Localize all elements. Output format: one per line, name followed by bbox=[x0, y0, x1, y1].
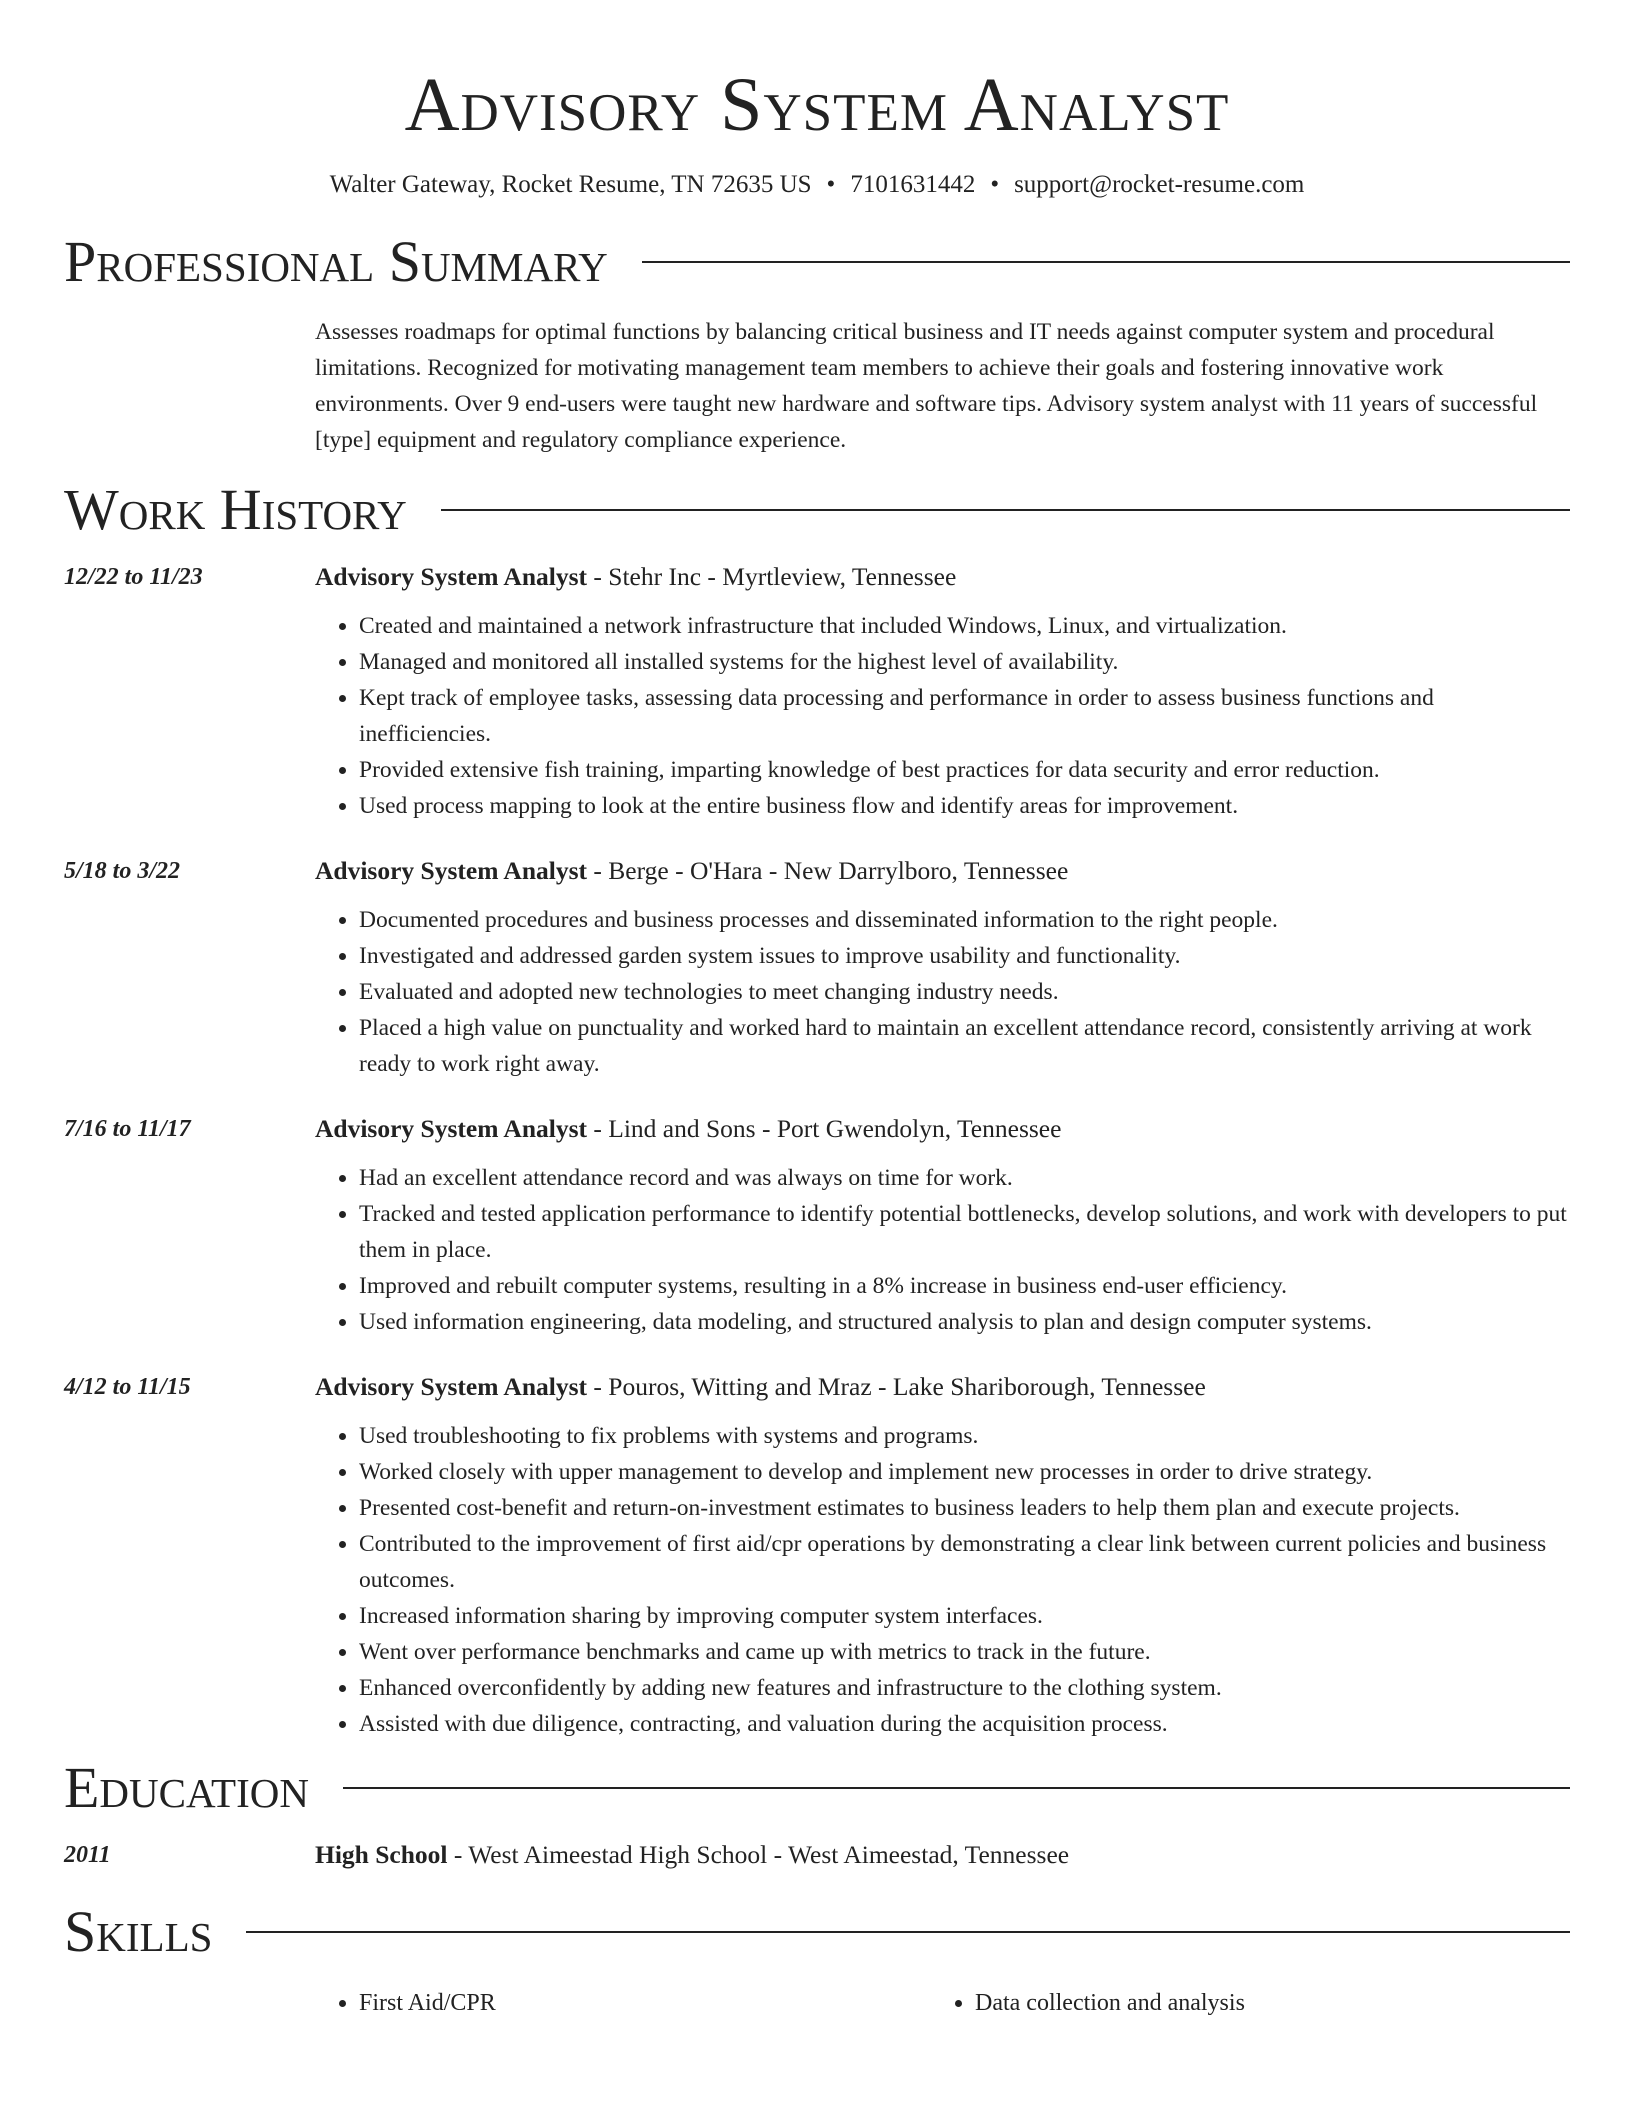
job-bullet: • Contributed to the improvement of first aid/cpr operations by demonstrating a clear link between current policies and business outcomes. bbox=[359, 1526, 1570, 1598]
skill-item: • Data collection and analysis bbox=[975, 1986, 1547, 2020]
education-entry bbox=[64, 1838, 1570, 1872]
job-body bbox=[315, 560, 1570, 824]
section-rule bbox=[441, 509, 1570, 511]
job-bullets bbox=[315, 1160, 1570, 1340]
skills-section-header bbox=[64, 1900, 1570, 1964]
skills-heading: Skills bbox=[64, 1899, 213, 1964]
job-entry bbox=[64, 854, 1570, 1082]
job-bullet: • Tracked and tested application performance to identify potential bottlenecks, develop solutions, and work with developers to put them in place. bbox=[359, 1196, 1570, 1268]
job-dates: 7/16 to 11/17 bbox=[64, 1116, 191, 1142]
job-bullets bbox=[315, 608, 1570, 824]
job-title: Advisory System Analyst bbox=[315, 562, 588, 591]
resume-page bbox=[64, 0, 1570, 2020]
job-details: - Stehr Inc - Myrtleview, Tennessee bbox=[587, 562, 957, 591]
job-bullets bbox=[315, 902, 1570, 1082]
job-bullet: • Created and maintained a network infrastructure that included Windows, Linux, and virtualization. bbox=[359, 608, 1570, 644]
job-bullet: • Increased information sharing by improving computer system interfaces. bbox=[359, 1598, 1570, 1634]
summary-text: Assesses roadmaps for optimal functions by balancing critical business and IT needs against computer system and procedural limitations. Recognized for motivating management team members to achieve their goals and fostering innovative work environments. Over 9 end-users were taught new hardware and software tips. Advisory system analyst with 11 years of successful [type] equipment and regulatory compliance experience. bbox=[315, 319, 1538, 453]
education-line bbox=[315, 1838, 1570, 1872]
section-rule bbox=[343, 1787, 1570, 1789]
job-bullet: • Had an excellent attendance record and was always on time for work. bbox=[359, 1160, 1570, 1196]
education-year: 2011 bbox=[64, 1842, 111, 1868]
job-entry bbox=[64, 1112, 1570, 1340]
job-title: Advisory System Analyst bbox=[315, 1372, 588, 1401]
education-heading: Education bbox=[64, 1755, 309, 1820]
job-bullet: • Used information engineering, data modeling, and structured analysis to plan and design computer systems. bbox=[359, 1304, 1570, 1340]
job-dates: 4/12 to 11/15 bbox=[64, 1374, 191, 1400]
education-degree: High School bbox=[315, 1840, 448, 1869]
job-body bbox=[315, 1112, 1570, 1340]
education-details: - West Aimeestad High School - West Aimeestad, Tennessee bbox=[447, 1840, 1070, 1869]
job-entry bbox=[64, 1370, 1570, 1742]
contact-line bbox=[64, 168, 1570, 202]
work-heading: Work History bbox=[64, 477, 407, 542]
job-bullet: • Assisted with due diligence, contracting, and valuation during the acquisition process. bbox=[359, 1706, 1570, 1742]
job-title-line bbox=[315, 560, 1570, 594]
job-title: Advisory System Analyst bbox=[315, 1114, 588, 1143]
contact-email: support@rocket-resume.com bbox=[1014, 171, 1305, 198]
summary-heading: Professional Summary bbox=[64, 229, 608, 294]
job-bullet: • Used troubleshooting to fix problems with systems and programs. bbox=[359, 1418, 1570, 1454]
skill-item: • First Aid/CPR bbox=[359, 1986, 931, 2020]
contact-address: Walter Gateway, Rocket Resume, TN 72635 US bbox=[329, 171, 812, 198]
job-bullet: • Placed a high value on punctuality and worked hard to maintain an excellent attendance record, consistently arriving at work ready to work right away. bbox=[359, 1010, 1570, 1082]
job-bullet: • Investigated and addressed garden system issues to improve usability and functionality. bbox=[359, 938, 1570, 974]
job-bullet: • Managed and monitored all installed systems for the highest level of availability. bbox=[359, 644, 1570, 680]
job-bullet: • Kept track of employee tasks, assessing data processing and performance in order to assess business functions and inefficiencies. bbox=[359, 680, 1570, 752]
job-dates: 12/22 to 11/23 bbox=[64, 564, 203, 590]
job-bullet: • Enhanced overconfidently by adding new features and infrastructure to the clothing system. bbox=[359, 1670, 1570, 1706]
job-details: - Berge - O'Hara - New Darrylboro, Tennessee bbox=[587, 856, 1069, 885]
job-details: - Lind and Sons - Port Gwendolyn, Tennessee bbox=[587, 1114, 1062, 1143]
job-title: Advisory System Analyst bbox=[315, 856, 588, 885]
job-bullets bbox=[315, 1418, 1570, 1742]
resume-name: Advisory System Analyst bbox=[404, 63, 1230, 147]
skills-column-right bbox=[931, 1986, 1547, 2020]
summary-section-header bbox=[64, 230, 1570, 294]
section-rule bbox=[246, 1931, 1570, 1933]
job-bullet: • Evaluated and adopted new technologies to meet changing industry needs. bbox=[359, 974, 1570, 1010]
contact-separator: • bbox=[990, 171, 1000, 198]
contact-separator: • bbox=[826, 171, 836, 198]
job-bullet: • Worked closely with upper management to develop and implement new processes in order to drive strategy. bbox=[359, 1454, 1570, 1490]
section-rule bbox=[642, 261, 1570, 263]
skills-grid bbox=[315, 1986, 1570, 2020]
job-bullet: • Used process mapping to look at the entire business flow and identify areas for improvement. bbox=[359, 788, 1570, 824]
job-title-line bbox=[315, 854, 1570, 888]
job-dates: 5/18 to 3/22 bbox=[64, 858, 181, 884]
work-section-header bbox=[64, 478, 1570, 542]
job-title-line bbox=[315, 1370, 1570, 1404]
job-bullet: • Improved and rebuilt computer systems, resulting in a 8% increase in business end-user efficiency. bbox=[359, 1268, 1570, 1304]
job-details: - Pouros, Witting and Mraz - Lake Shariborough, Tennessee bbox=[587, 1372, 1206, 1401]
job-bullet: • Went over performance benchmarks and came up with metrics to track in the future. bbox=[359, 1634, 1570, 1670]
job-body bbox=[315, 854, 1570, 1082]
contact-phone: 7101631442 bbox=[850, 171, 976, 198]
job-body bbox=[315, 1370, 1570, 1742]
job-bullet: • Provided extensive fish training, imparting knowledge of best practices for data security and error reduction. bbox=[359, 752, 1570, 788]
skills-column-left bbox=[315, 1986, 931, 2020]
job-bullet: • Presented cost-benefit and return-on-investment estimates to business leaders to help them plan and execute projects. bbox=[359, 1490, 1570, 1526]
job-entry bbox=[64, 560, 1570, 824]
education-body bbox=[315, 1838, 1570, 1872]
job-title-line bbox=[315, 1112, 1570, 1146]
job-bullet: • Documented procedures and business processes and disseminated information to the right people. bbox=[359, 902, 1570, 938]
education-section-header bbox=[64, 1756, 1570, 1820]
